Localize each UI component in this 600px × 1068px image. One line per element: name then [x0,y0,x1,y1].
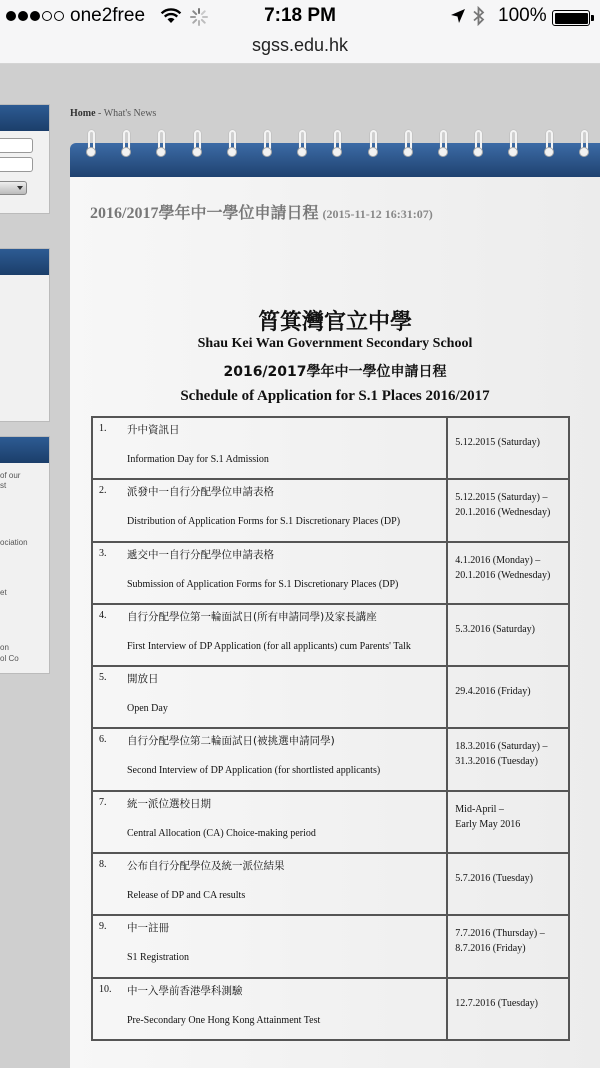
binder-ring-icon [403,130,413,158]
sidebar-link-text[interactable]: st [0,481,7,490]
schedule-event-cell [92,417,447,479]
binder-ring-icon [297,130,307,158]
notebook-binder-rings [70,130,600,170]
binder-ring-icon [473,130,483,158]
sidebar-link-text[interactable]: on [0,643,9,652]
event-name-english: Central Allocation (CA) Choice-making period [127,827,316,839]
event-number: 7. [99,796,107,808]
table-row [92,666,569,728]
event-name-english: Information Day for S.1 Admission [127,454,269,465]
event-number: 8. [99,859,107,871]
sidebar-link-text[interactable]: et [0,588,7,597]
schedule-date-cell [447,479,569,541]
sidebar-login-panel [0,104,50,214]
post-date: (2015-11-12 16:31:07) [322,207,433,221]
event-name-english: First Interview of DP Application (for all applicants) cum Parents' Talk [127,640,411,652]
table-row [92,791,569,853]
event-date-line: Mid-April – [455,803,504,815]
clock: 7:18 PM [264,5,336,26]
schedule-date-cell [447,666,569,728]
event-date-line: 29.4.2016 (Friday) [455,686,531,698]
event-number: 5. [99,672,107,684]
chevron-down-icon [17,186,23,190]
schedule-event-cell [92,604,447,666]
event-name-chinese: 公布自行分配學位及統一派位結果 [127,860,285,873]
event-date-line: 7.7.2016 (Thursday) – [455,928,545,940]
bluetooth-icon [472,6,486,26]
binder-ring-icon [86,130,96,158]
post-title-text: 2016/2017學年中一學位申請日程 [90,205,319,222]
schedule-event-cell [92,728,447,790]
event-name-english: Second Interview of DP Application (for shortlisted applicants) [127,765,381,777]
event-date-line: 4.1.2016 (Monday) – [455,554,541,566]
password-field[interactable] [0,157,33,172]
schedule-date-cell [447,978,569,1040]
schedule-event-cell [92,791,447,853]
schedule-date-cell [447,853,569,915]
school-name-english: Shau Kei Wan Government Secondary School [197,336,473,351]
schedule-date-cell [447,604,569,666]
event-name-english: Pre-Secondary One Hong Kong Attainment Test [127,1014,321,1026]
sidebar-links-panel [0,436,50,674]
breadcrumb-home-link[interactable]: Home [70,108,96,119]
event-date-line: 20.1.2016 (Wednesday) [455,569,551,581]
event-name-chinese: 自行分配學位第二輪面試日(被挑選申請同學) [127,735,335,748]
event-number: 4. [99,609,107,621]
event-name-english: Release of DP and CA results [127,890,246,902]
schedule-table [91,416,570,1041]
binder-ring-icon [544,130,554,158]
carrier-name: one2free [70,5,146,26]
sidebar-panel-header [0,105,49,131]
event-name-chinese: 升中資訊日 [127,424,180,436]
event-date-line: 18.3.2016 (Saturday) – [455,741,548,753]
event-name-chinese: 派發中一自行分配學位申請表格 [127,486,274,499]
table-row [92,915,569,977]
binder-ring-icon [332,130,342,158]
binder-ring-icon [192,130,202,158]
event-date-line: 5.12.2015 (Saturday) – [455,492,548,504]
event-name-english: S1 Registration [127,952,189,964]
table-row [92,479,569,541]
sidebar-link-text[interactable]: of our [0,471,21,480]
schedule-title-english: Schedule of Application for S.1 Places 2016/2017 [180,388,490,404]
battery-percentage: 100% [498,5,547,26]
binder-ring-icon [508,130,518,158]
location-arrow-icon [450,8,466,24]
event-date-line: 12.7.2016 (Tuesday) [455,997,538,1009]
battery-icon [552,10,590,26]
table-row [92,542,569,604]
event-name-chinese: 中一入學前香港學科測驗 [127,984,243,997]
event-name-chinese: 自行分配學位第一輪面試日(所有申請同學)及家長講座 [127,610,377,623]
table-row [92,853,569,915]
event-date-line: 5.3.2016 (Saturday) [455,623,535,635]
event-name-english: Submission of Application Forms for S.1 Discretionary Places (DP) [127,578,399,590]
schedule-event-cell [92,666,447,728]
breadcrumb-separator: - [95,108,104,119]
event-date-line: 31.3.2016 (Tuesday) [455,756,538,768]
binder-ring-icon [262,130,272,158]
table-row [92,604,569,666]
event-date-line: Early May 2016 [455,818,521,830]
event-date-line: 5.12.2015 (Saturday) [455,437,540,448]
event-date-line: 5.7.2016 (Tuesday) [455,873,533,885]
table-row [92,728,569,790]
schedule-date-cell [447,915,569,977]
event-number: 3. [99,547,107,559]
sidebar-panel [0,248,50,422]
schedule-event-cell [92,542,447,604]
breadcrumb [70,108,156,119]
sidebar-link-text[interactable]: ol Co [0,654,19,663]
username-field[interactable] [0,138,33,153]
event-name-english: Distribution of Application Forms for S.1 Discretionary Places (DP) [127,516,401,528]
event-date-line: 8.7.2016 (Friday) [455,943,526,955]
event-name-chinese: 開放日 [127,673,159,686]
event-number: 1. [99,423,107,434]
event-number: 2. [99,485,107,497]
schedule-event-cell [92,479,447,541]
schedule-event-cell [92,915,447,977]
table-row [92,417,569,479]
sidebar-link-text[interactable]: ociation [0,538,28,547]
binder-ring-icon [156,130,166,158]
schedule-title-chinese: 2016/2017學年中一學位申請日程 [223,364,447,380]
event-number: 6. [99,734,107,746]
schedule-date-cell [447,791,569,853]
school-name-chinese: 筲箕灣官立中學 [257,310,412,335]
table-row [92,978,569,1040]
schedule-date-cell [447,728,569,790]
sidebar-panel-header [0,249,49,275]
event-number: 9. [99,921,107,933]
binder-ring-icon [121,130,131,158]
sidebar-dropdown[interactable] [0,181,27,195]
event-name-chinese: 中一註冊 [127,922,169,935]
binder-ring-icon [227,130,237,158]
binder-ring-icon [438,130,448,158]
status-bar [0,0,600,64]
binder-ring-icon [368,130,378,158]
event-number: 10. [99,983,112,995]
url-bar[interactable]: sgss.edu.hk [251,35,349,55]
event-date-line: 20.1.2016 (Wednesday) [455,507,551,519]
schedule-event-cell [92,853,447,915]
event-name-chinese: 遞交中一自行分配學位申請表格 [127,548,274,561]
event-name-chinese: 統一派位選校日期 [127,797,211,810]
event-name-english: Open Day [127,703,168,715]
breadcrumb-current[interactable]: What's News [103,108,157,119]
sidebar-panel-header [0,437,49,463]
binder-ring-icon [579,130,589,158]
schedule-date-cell [447,417,569,479]
schedule-date-cell [447,542,569,604]
schedule-event-cell [92,978,447,1040]
post-title [90,200,433,223]
